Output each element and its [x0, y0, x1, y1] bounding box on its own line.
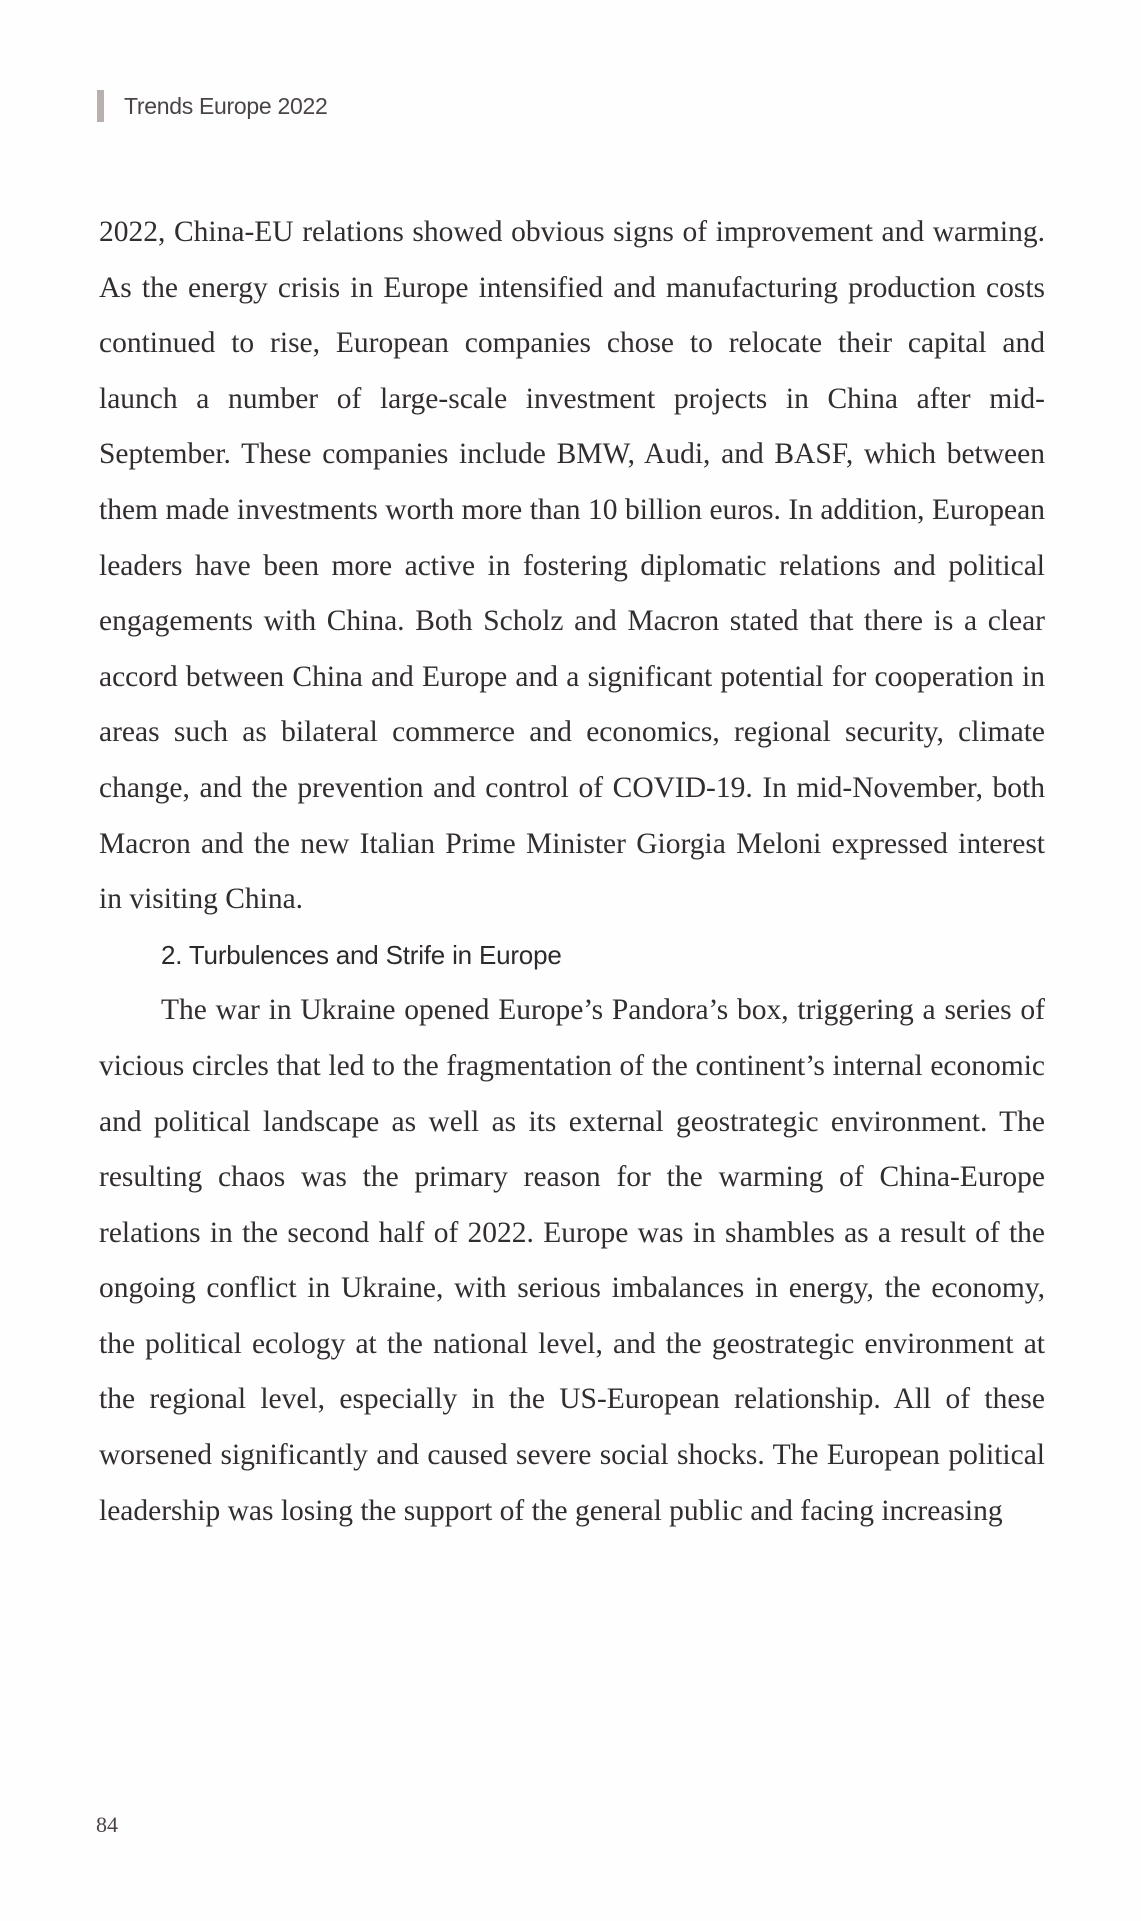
page-number: 84: [96, 1812, 118, 1837]
paragraph: The war in Ukraine opened Europe’s Pandora’s box, triggering a series of vicious circles that led to the fragmentation of the continent’s internal economic and political landscape as well as its external geostrategic environment. The resulting chaos was the primary reason for the warming of China-Europe relations in the second half of 2022. Europe was in shambles as a result of the ongoing conflict in Ukraine, with serious imbalances in energy, the economy, the political ecology at the national level, and the geostrategic environment at the regional level, especially in the US-European relationship. All of these worsened significantly and caused severe social shocks. The European political leadership was losing the support of the general public and facing increasing: [99, 994, 1045, 1527]
running-header-title: Trends Europe 2022: [124, 92, 328, 119]
page-body: [99, 205, 1045, 1539]
section-heading: 2. Turbulences and Strife in Europe: [161, 939, 562, 970]
paragraph: 2022, China-EU relations showed obvious signs of improvement and warming. As the energy crisis in Europe intensified and manufacturing production costs continued to rise, European companies chose to relocate their capital and launch a number of large-scale investment projects in China after mid-September. These companies include BMW, Audi, and BASF, which between them made investments worth more than 10 billion euros. In addition, European leaders have been more active in fostering diplomatic relations and political engagements with China. Both Scholz and Macron stated that there is a clear accord between China and Europe and a significant potential for cooperation in areas such as bilateral commerce and economics, regional security, climate change, and the prevention and control of COVID-19. In mid-November, both Macron and the new Italian Prime Minister Giorgia Meloni expressed interest in visiting China.: [99, 216, 1045, 916]
running-header: [97, 90, 327, 122]
header-accent-bar: [97, 90, 104, 122]
